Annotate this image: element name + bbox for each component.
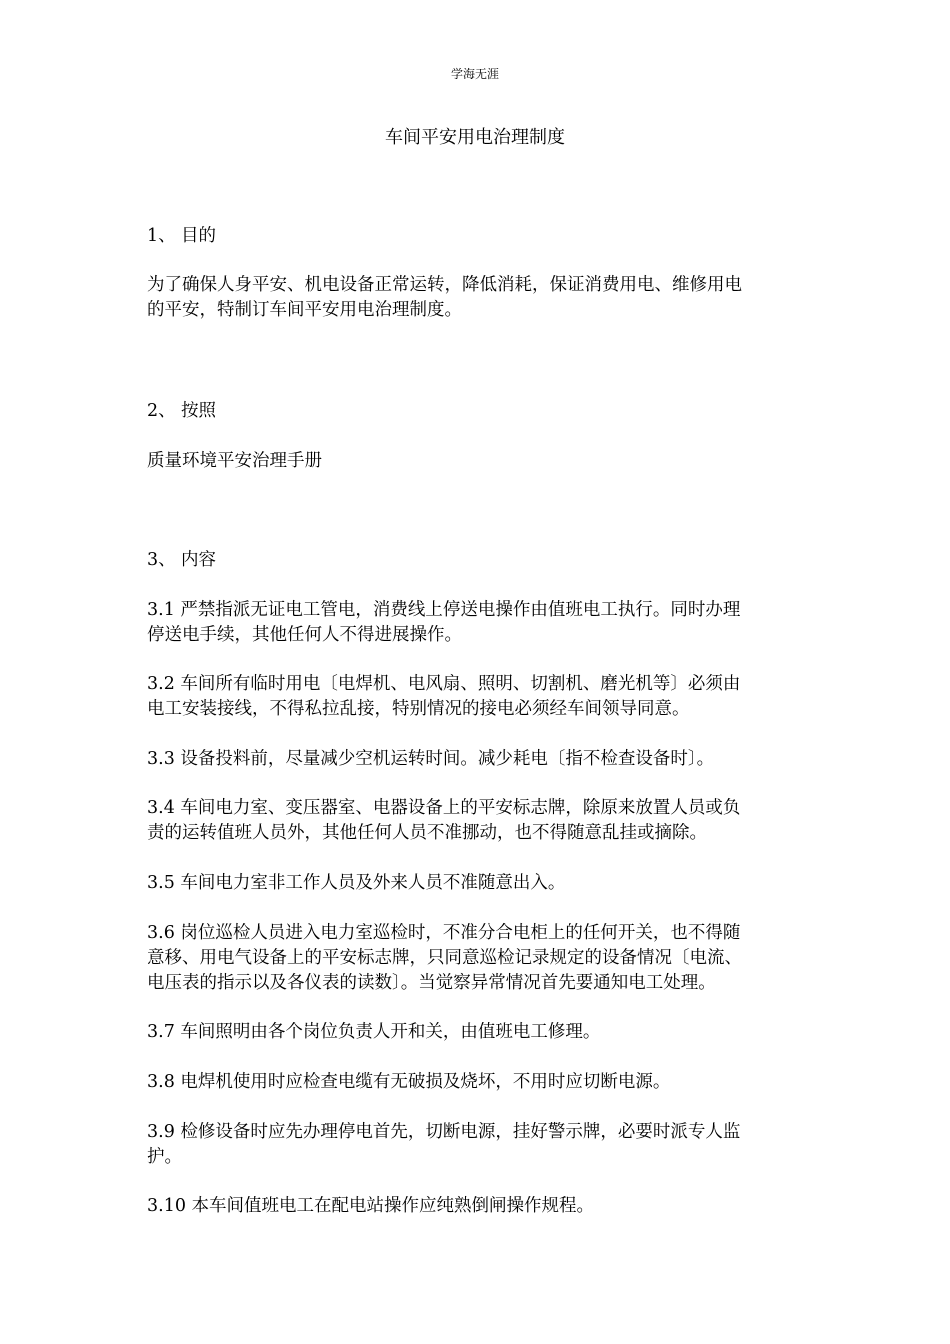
page-header: 学海无涯 <box>450 67 499 81</box>
section-number: 3、 <box>147 550 176 570</box>
rule-item-3-5 <box>147 871 807 896</box>
rule-line: 3.6 岗位巡检人员进入电力室巡检时，不准分合电柜上的任何开关，也不得随 <box>147 923 741 943</box>
section-body-purpose <box>147 273 807 323</box>
section-heading-text: 按照 <box>181 401 216 421</box>
rule-item-3-7 <box>147 1020 807 1045</box>
rule-line: 3.5 车间电力室非工作人员及外来人员不准随意出入。 <box>147 873 566 893</box>
rule-item-3-3 <box>147 747 807 772</box>
document-title: 车间平安用电治理制度 <box>385 127 565 148</box>
rule-item-3-6 <box>147 921 807 996</box>
rule-line: 3.2 车间所有临时用电〔电焊机、电风扇、照明、切割机、磨光机等〕必须由 <box>147 674 741 694</box>
rule-line: 责的运转值班人员外，其他任何人员不准挪动，也不得随意乱挂或摘除。 <box>147 823 707 843</box>
section-body-basis <box>147 449 807 474</box>
rule-item-3-9 <box>147 1120 807 1170</box>
section-heading-basis <box>147 399 807 424</box>
rule-line: 3.4 车间电力室、变压器室、电器设备上的平安标志牌，除原来放置人员或负 <box>147 798 741 818</box>
section-heading-content <box>147 548 807 573</box>
body-line: 质量环境平安治理手册 <box>147 451 322 471</box>
section-heading-purpose <box>147 224 807 249</box>
rule-line: 3.9 检修设备时应先办理停电首先，切断电源，挂好警示牌，必要时派专人监 <box>147 1122 741 1142</box>
section-heading-text: 内容 <box>181 550 216 570</box>
rule-line: 3.1 严禁指派无证电工管电，消费线上停送电操作由值班电工执行。同时办理 <box>147 600 741 620</box>
section-number: 1、 <box>147 226 176 246</box>
rule-line: 护。 <box>147 1147 182 1167</box>
rule-line: 停送电手续，其他任何人不得进展操作。 <box>147 625 462 645</box>
rule-line: 3.10 本车间值班电工在配电站操作应纯熟倒闸操作规程。 <box>147 1196 595 1216</box>
rule-item-3-10 <box>147 1194 807 1219</box>
rule-line: 电压表的指示以及各仪表的读数〕。当觉察异常情况首先要通知电工处理。 <box>147 973 716 993</box>
rule-line: 3.3 设备投料前，尽量减少空机运转时间。减少耗电〔指不检查设备时〕。 <box>147 749 715 769</box>
rule-line: 意移、用电气设备上的平安标志牌，只同意巡检记录规定的设备情况〔电流、 <box>147 948 742 968</box>
rule-item-3-8 <box>147 1070 807 1095</box>
body-line: 的平安，特制订车间平安用电治理制度。 <box>147 300 462 320</box>
body-line: 为了确保人身平安、机电设备正常运转，降低消耗，保证消费用电、维修用电 <box>147 275 742 295</box>
section-heading-text: 目的 <box>181 226 216 246</box>
rule-line: 3.8 电焊机使用时应检查电缆有无破损及烧坏，不用时应切断电源。 <box>147 1072 671 1092</box>
section-number: 2、 <box>147 401 176 421</box>
rule-item-3-1 <box>147 598 807 648</box>
rule-item-3-2 <box>147 672 807 722</box>
rule-line: 电工安装接线，不得私拉乱接，特别情况的接电必须经车间领导同意。 <box>147 699 690 719</box>
rule-line: 3.7 车间照明由各个岗位负责人开和关，由值班电工修理。 <box>147 1022 601 1042</box>
rule-item-3-4 <box>147 796 807 846</box>
